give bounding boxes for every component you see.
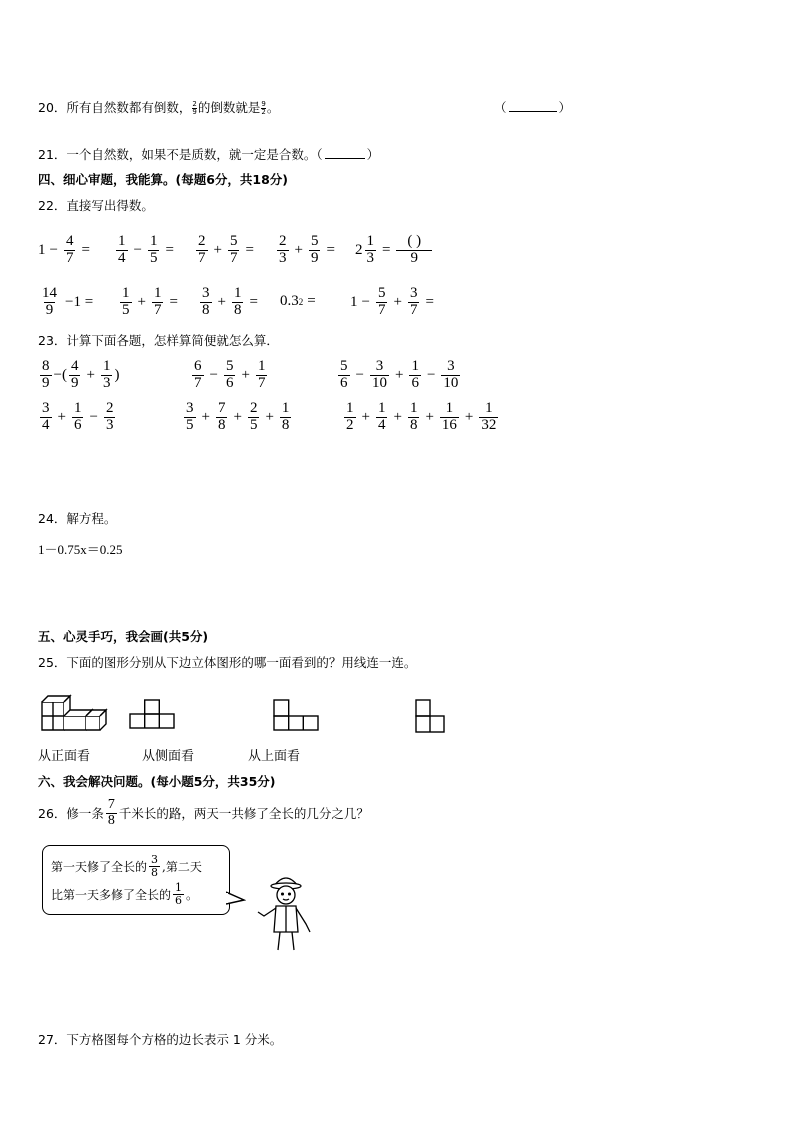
q25-figures <box>38 688 458 736</box>
q24-title: 24．解方程。 <box>38 511 117 526</box>
q26 <box>38 798 369 828</box>
q22-r2-e3: $\frac{3}{8}$ + $\frac{1}{8}$ = <box>202 285 258 318</box>
q20-suffix: 。 <box>266 100 280 115</box>
cube-solid-figure <box>42 696 106 730</box>
section-6-title: 六、我会解决问题。(每小题5分，共35分) <box>38 774 276 789</box>
view-shape-1[interactable] <box>130 700 174 728</box>
bubble-tail <box>226 890 246 908</box>
q22-r2-e2: $\frac{1}{5}$ + $\frac{1}{7}$ = <box>122 285 178 318</box>
q20-answer[interactable] <box>494 101 571 115</box>
worker-figure <box>250 866 320 952</box>
view-shape-3[interactable] <box>416 700 444 732</box>
q25-label-side: 从侧面看 <box>142 749 195 764</box>
q22-r1-e3: $\frac{2}{7}$ + $\frac{5}{7}$ = <box>198 233 254 266</box>
q20 <box>38 101 279 116</box>
q23-r2-e2: $\frac{3}{5}$ + $\frac{7}{8}$ + $\frac{2}{5}$ + $\frac{1}{8}$ <box>186 400 290 433</box>
q21 <box>38 148 379 162</box>
q25-label-front: 从正面看 <box>38 749 91 764</box>
q22-title: 22．直接写出得数。 <box>38 198 154 213</box>
q27-text: 27．下方格图每个方格的边长表示 1 分米。 <box>38 1032 283 1047</box>
q20-close: ） <box>558 100 572 115</box>
bubble-line1-a: 第一天修了全长的 <box>51 859 148 874</box>
q22-r1-e4: $\frac{2}{3}$ + $\frac{5}{9}$ = <box>279 233 335 266</box>
q26-suffix: 千米长的路，两天一共修了全长的几分之几？ <box>118 806 369 822</box>
q23-r2-e1: $\frac{3}{4}$ + $\frac{1}{6}$ − $\frac{2}{3}$ <box>42 400 114 433</box>
view-shape-2[interactable] <box>274 700 318 730</box>
q20-blank[interactable] <box>509 101 557 112</box>
q20-frac-a: $\frac{2}{9}$ <box>192 100 197 116</box>
q23-title: 23．计算下面各题，怎样算简便就怎么算． <box>38 333 279 348</box>
q23-r2-e3: $\frac{1}{2}$ + $\frac{1}{4}$ + $\frac{1}{8}$ + $\frac{1}{16}$ + $\frac{1}{32}$ <box>346 400 497 433</box>
bubble-line2-a: 比第一天多修了全长的 <box>51 887 172 902</box>
speech-bubble <box>42 845 230 915</box>
q26-frac: $\frac{7}{8}$ <box>107 797 115 828</box>
q23-r1-e2: $\frac{6}{7}$ − $\frac{5}{6}$ + $\frac{1}{7}$ <box>194 358 266 391</box>
bubble-frac-2: $\frac{1}{6}$ <box>175 881 183 907</box>
q25-label-top: 从上面看 <box>248 749 301 764</box>
q20-mid: 的倒数就是 <box>197 100 261 115</box>
q20-open: （ <box>494 100 507 115</box>
q23-r1-e1: $\frac{8}{9}$ −( $\frac{4}{9}$ + $\frac{1}{3}$ ) <box>42 358 120 391</box>
q24-equation: 1－0.75x＝0.25 <box>38 542 123 557</box>
section-4-title: 四、细心审题，我能算。(每题6分，共18分) <box>38 172 289 187</box>
q22-r1-e1: 1 − $\frac{4}{7}$ = <box>38 233 90 266</box>
q21-close: ） <box>366 147 380 162</box>
q22-r2-e5: 1 − $\frac{5}{7}$ + $\frac{3}{7}$ = <box>350 285 434 318</box>
q20-frac-b: $\frac{9}{2}$ <box>261 100 266 116</box>
q20-text: 20．所有自然数都有倒数， <box>38 100 192 115</box>
q22-r1-e5-answer[interactable]: $\frac{( )}{9}$ <box>396 234 432 267</box>
bubble-frac-1: $\frac{3}{8}$ <box>151 853 159 879</box>
q21-text: 21．一个自然数，如果不是质数，就一定是合数。（ <box>38 147 323 162</box>
q25-title: 25．下面的图形分别从下边立体图形的哪一面看到的？用线连一连。 <box>38 655 417 670</box>
q23-r1-e3: $\frac{5}{6}$ − $\frac{3}{10}$ + $\frac{1}{6}$ − $\frac{3}{10}$ <box>340 358 459 391</box>
q22-r2-e1: $\frac{14}{9}$ −1 = <box>42 285 94 318</box>
q26-prefix: 26．修一条 <box>38 806 104 822</box>
q22-r1-e2: $\frac{1}{4}$ − $\frac{1}{5}$ = <box>118 233 174 266</box>
q21-blank[interactable] <box>325 148 365 159</box>
q22-r2-e4: 0.3 2 = <box>280 293 316 309</box>
q22-r1-e5: 2 $\frac{1}{3}$ = $\frac{( )}{9}$ <box>355 234 434 267</box>
section-5-title: 五、心灵手巧，我会画(共5分) <box>38 629 209 644</box>
bubble-line2-b: 。 <box>186 887 199 902</box>
bubble-line1-b: ,第二天 <box>162 859 202 874</box>
